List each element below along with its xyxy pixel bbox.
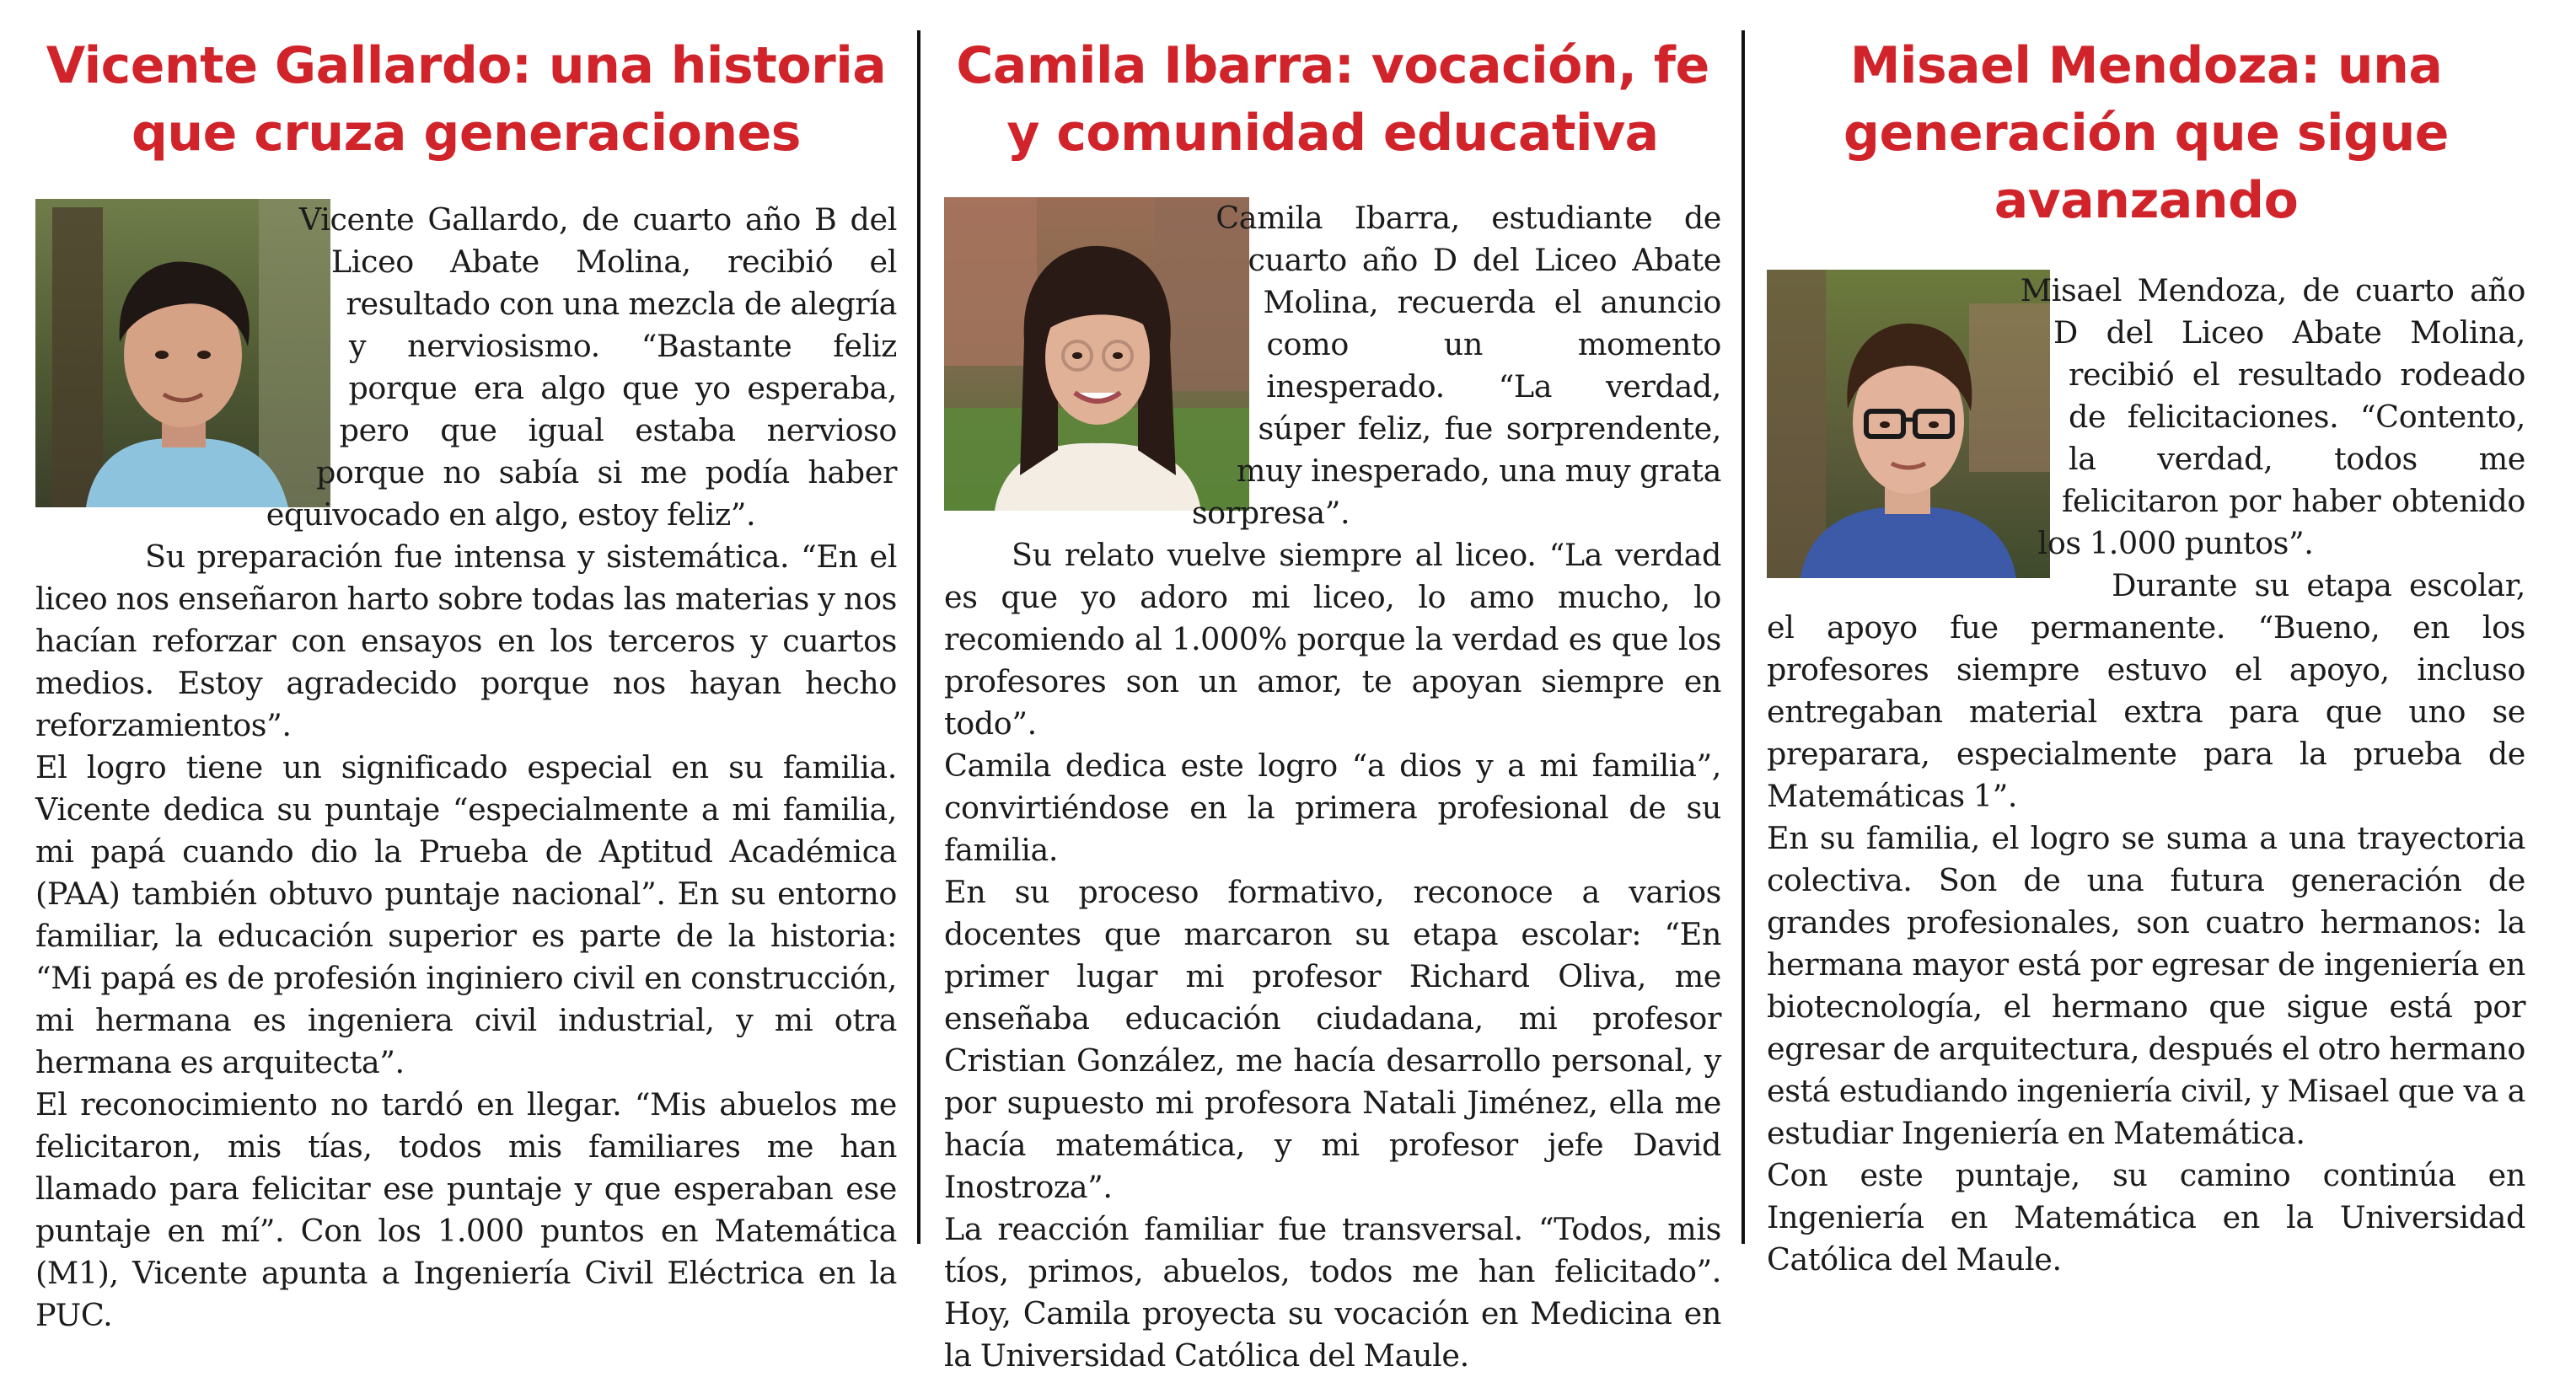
article-misael-mendoza	[1767, 0, 2525, 1278]
headline: Misael Mendoza: una generación que sigue avanzando	[1843, 36, 2449, 230]
paragraph: El logro tiene un significado especial en su familia. Vicente dedica su puntaje “especialmente a mi familia, mi papá cuando dio la Prueba de Aptitud Académica (PAA) también obtuvo puntaje nacional”. En su entorno familiar, la educación superior es parte de la historia: “Mi papá es de profesión inginiero civil en construcción, mi hermana es ingeniera civil industrial, y mi otra hermana es arquitecta”.	[35, 749, 897, 1080]
column-divider	[917, 30, 920, 1244]
paragraph: En su familia, el logro se suma a una trayectoria colectiva. Son de una futura generación de grandes profesionales, son cuatro hermanos: la hermana mayor está por egresar de ingeniería en biotecnología, el hermano que sigue está por egresar de arquitectura, después el otro hermano está estudiando ingeniería civil, y Misael que va a estudiar Ingeniería en Matemática.	[1767, 820, 2525, 1151]
paragraph: Vicente Gallardo, de cuarto año B del Liceo Abate Molina, recibió el resultado con una mezcla de alegría y nerviosismo. “Bastante feliz porque era algo que yo esperaba, pero que igual estaba nervioso porque no sabía si me podía haber equivocado en algo, estoy feliz”.	[266, 201, 897, 533]
article-vicente-gallardo	[35, 0, 897, 1333]
paragraph: Su relato vuelve siempre al liceo. “La verdad es que yo adoro mi liceo, lo amo mucho, lo recomiendo al 1.000% porque la verdad es que los profesores son un amor, te apoyan siempre en todo”.	[944, 537, 1721, 742]
article-body	[1767, 270, 2525, 1281]
article-camila-ibarra	[944, 0, 1721, 1374]
portrait-camila-image	[944, 197, 1249, 511]
paragraph: Durante su etapa escolar, el apoyo fue permanente. “Bueno, en los profesores siempre estuvo el apoyo, incluso entregaban material extra para que uno se preparara, especialmente para la prueba de Matemáticas 1”.	[1767, 567, 2525, 814]
paragraph: La reacción familiar fue transversal. “Todos, mis tíos, primos, abuelos, todos me han felicitado”. Hoy, Camila proyecta su vocación en Medicina en la Universidad Católica del Maule.	[944, 1211, 1721, 1374]
portrait-misael-image	[1767, 270, 2050, 578]
article-body	[35, 199, 897, 1337]
portrait-photo	[1767, 270, 2050, 578]
portrait-photo	[944, 197, 1249, 511]
paragraph: Camila Ibarra, estudiante de cuarto año D del Liceo Abate Molina, recuerda el anuncio como un momento inesperado. “La verdad, súper feliz, fue sorprendente, muy inesperado, una muy grata sorpresa”.	[1191, 200, 1721, 531]
paragraph: Su preparación fue intensa y sistemática. “En el liceo nos enseñaron harto sobre todas las materias y nos hacían reforzar con ensayos en los terceros y cuartos medios. Estoy agradecido porque nos hayan hecho reforzamientos”.	[35, 538, 897, 743]
paragraph: En su proceso formativo, reconoce a varios docentes que marcaron su etapa escolar: “En primer lugar mi profesor Richard Oliva, me enseñaba educación ciudadana, mi profesor Cristian González, me hacía desarrollo personal, y por supuesto mi profesora Natali Jiménez, ella me hacía matemática, y mi profesor jefe David Inostroza”.	[944, 874, 1721, 1205]
portrait-photo	[35, 199, 330, 507]
article-body	[944, 197, 1721, 1377]
headline: Camila Ibarra: vocación, fe y comunidad educativa	[956, 36, 1709, 163]
paragraph: El reconocimiento no tardó en llegar. “Mis abuelos me felicitaron, mis tías, todos mis familiares me han llamado para felicitar ese puntaje y que esperaban ese puntaje en mí”. Con los 1.000 puntos en Matemática (M1), Vicente apunta a Ingeniería Civil Eléctrica en la PUC.	[35, 1086, 897, 1333]
headline: Vicente Gallardo: una historia que cruza generaciones	[46, 36, 887, 163]
column-divider	[1741, 30, 1745, 1244]
portrait-vicente-image	[35, 199, 330, 507]
paragraph: Con este puntaje, su camino continúa en Ingeniería en Matemática en la Universidad Católica del Maule.	[1767, 1157, 2525, 1278]
paragraph: Misael Mendoza, de cuarto año D del Liceo Abate Molina, recibió el resultado rodeado de felicitaciones. “Contento, la verdad, todos me felicitaron por haber obtenido los 1.000 puntos”.	[2020, 272, 2525, 561]
paragraph: Camila dedica este logro “a dios y a mi familia”, convirtiéndose en la primera profesional de su familia.	[944, 747, 1721, 868]
